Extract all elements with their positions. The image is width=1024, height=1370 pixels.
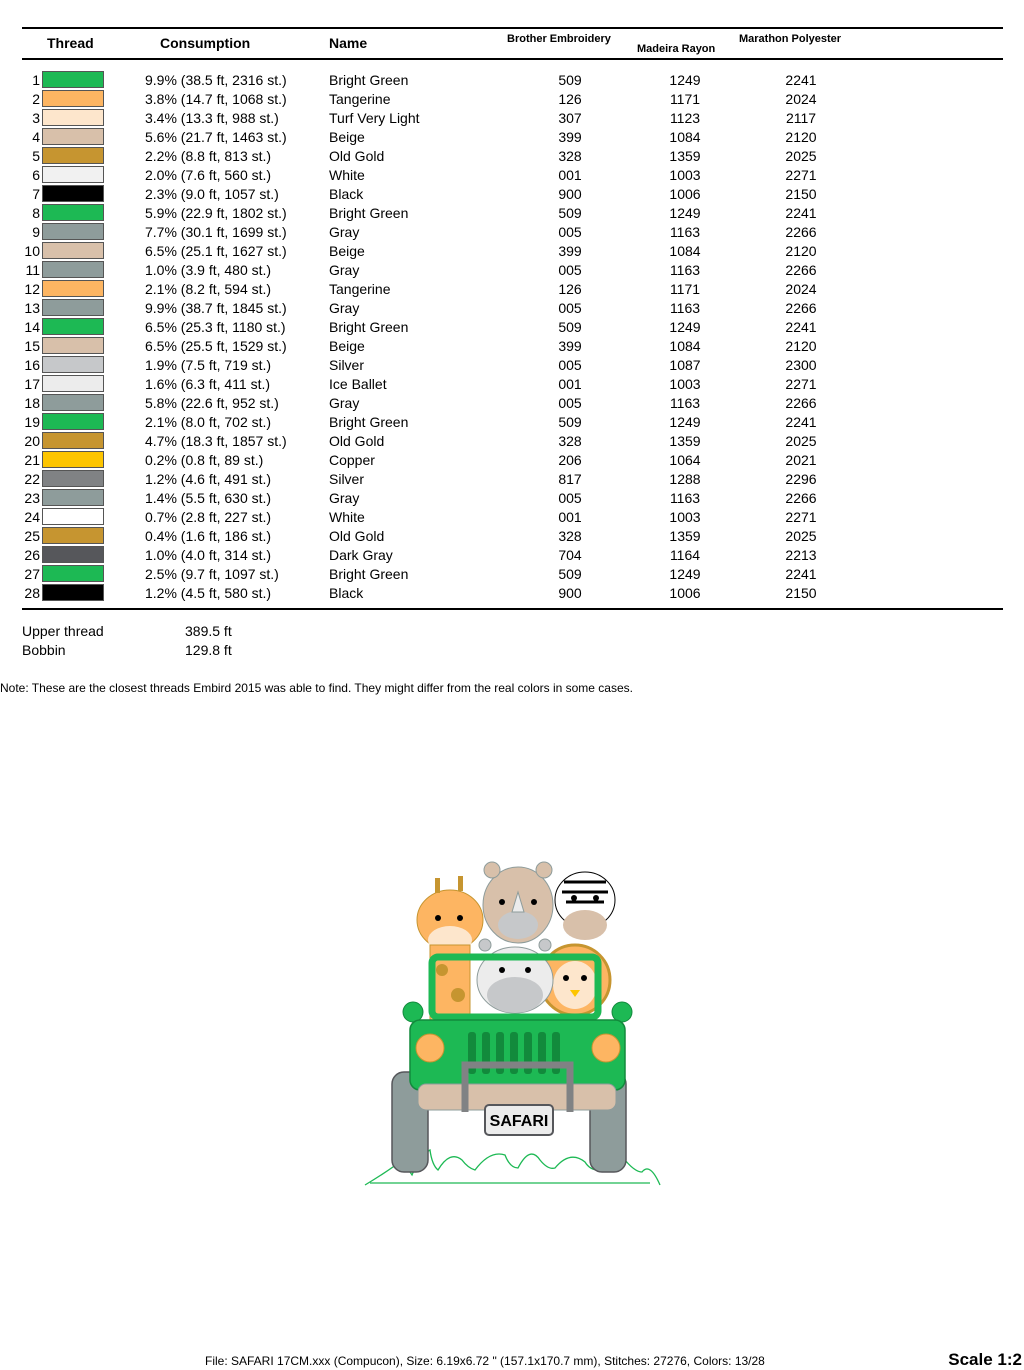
color-swatch: [42, 527, 104, 544]
thread-number: 4: [32, 129, 40, 145]
thread-consumption: 5.8% (22.6 ft, 952 st.): [145, 395, 279, 411]
thread-row: [0, 583, 1024, 602]
madeira-code: 1163: [669, 300, 701, 316]
header-consumption: Consumption: [160, 35, 251, 51]
marathon-code: 2266: [785, 224, 817, 240]
color-swatch: [42, 413, 104, 430]
marathon-code: 2021: [785, 452, 817, 468]
marathon-code: 2150: [785, 186, 817, 202]
color-swatch: [42, 147, 104, 164]
thread-number: 22: [24, 471, 40, 487]
color-swatch: [42, 166, 104, 183]
thread-consumption: 2.3% (9.0 ft, 1057 st.): [145, 186, 279, 202]
zebra-icon: [555, 872, 615, 940]
brother-code: 900: [558, 186, 582, 202]
thread-name: Gray: [329, 490, 360, 506]
marathon-code: 2266: [785, 300, 817, 316]
brother-code: 001: [558, 509, 582, 525]
color-swatch: [42, 261, 104, 278]
thread-number: 11: [25, 262, 40, 278]
thread-consumption: 2.1% (8.0 ft, 702 st.): [145, 414, 272, 430]
brother-code: 399: [558, 338, 582, 354]
thread-number: 13: [24, 300, 40, 316]
brother-code: 001: [558, 167, 582, 183]
madeira-code: 1163: [669, 395, 701, 411]
thread-row: [0, 279, 1024, 298]
marathon-code: 2300: [785, 357, 817, 373]
note-text: Note: These are the closest threads Embird 2015 was able to find. They might differ from the real colors in some cases.: [0, 681, 633, 695]
thread-row: [0, 355, 1024, 374]
color-swatch: [42, 375, 104, 392]
thread-name: Tangerine: [329, 281, 391, 297]
thread-name: Bright Green: [329, 414, 409, 430]
thread-consumption: 1.2% (4.6 ft, 491 st.): [145, 471, 272, 487]
thread-number: 14: [24, 319, 40, 335]
hippo-icon: [477, 939, 553, 1013]
thread-name: Bright Green: [329, 319, 409, 335]
madeira-code: 1163: [669, 224, 701, 240]
color-swatch: [42, 185, 104, 202]
marathon-code: 2241: [785, 72, 817, 88]
color-swatch: [42, 451, 104, 468]
top-rule: [22, 27, 1003, 29]
thread-row: [0, 450, 1024, 469]
thread-name: Beige: [329, 129, 365, 145]
madeira-code: 1359: [669, 148, 701, 164]
brother-code: 005: [558, 490, 582, 506]
thread-name: Turf Very Light: [329, 110, 420, 126]
thread-name: White: [329, 167, 365, 183]
thread-row: [0, 412, 1024, 431]
color-swatch: [42, 489, 104, 506]
thread-number: 26: [24, 547, 40, 563]
thread-table: [0, 70, 1024, 602]
marathon-code: 2024: [785, 91, 817, 107]
thread-name: Beige: [329, 338, 365, 354]
thread-name: Black: [329, 585, 364, 601]
thread-number: 18: [24, 395, 40, 411]
thread-consumption: 7.7% (30.1 ft, 1699 st.): [145, 224, 287, 240]
color-swatch: [42, 470, 104, 487]
madeira-code: 1163: [669, 490, 701, 506]
thread-number: 3: [32, 110, 40, 126]
brother-code: 900: [558, 585, 582, 601]
madeira-code: 1249: [669, 205, 701, 221]
marathon-code: 2266: [785, 490, 817, 506]
brother-code: 206: [558, 452, 582, 468]
brother-code: 005: [558, 224, 582, 240]
brother-code: 005: [558, 395, 582, 411]
thread-number: 21: [24, 452, 40, 468]
thread-row: [0, 317, 1024, 336]
left-headlight: [416, 1034, 444, 1062]
thread-consumption: 0.7% (2.8 ft, 227 st.): [145, 509, 272, 525]
marathon-code: 2271: [785, 509, 817, 525]
thread-consumption: 5.9% (22.9 ft, 1802 st.): [145, 205, 287, 221]
thread-row: [0, 507, 1024, 526]
thread-name: Tangerine: [329, 91, 391, 107]
thread-row: [0, 146, 1024, 165]
madeira-code: 1163: [669, 262, 701, 278]
thread-row: [0, 336, 1024, 355]
thread-consumption: 5.6% (21.7 ft, 1463 st.): [145, 129, 287, 145]
madeira-code: 1359: [669, 528, 701, 544]
brother-code: 328: [558, 433, 582, 449]
thread-number: 24: [24, 509, 40, 525]
thread-number: 8: [32, 205, 40, 221]
marathon-code: 2241: [785, 566, 817, 582]
thread-consumption: 6.5% (25.3 ft, 1180 st.): [145, 319, 286, 335]
madeira-code: 1087: [669, 357, 701, 373]
thread-name: Gray: [329, 300, 360, 316]
thread-consumption: 9.9% (38.5 ft, 2316 st.): [145, 72, 287, 88]
color-swatch: [42, 356, 104, 373]
marathon-code: 2241: [785, 205, 817, 221]
thread-consumption: 2.0% (7.6 ft, 560 st.): [145, 167, 272, 183]
thread-name: Dark Gray: [329, 547, 393, 563]
brother-code: 509: [558, 205, 582, 221]
thread-row: [0, 298, 1024, 317]
brother-code: 005: [558, 357, 582, 373]
color-swatch: [42, 223, 104, 240]
madeira-code: 1171: [669, 281, 701, 297]
color-swatch: [42, 109, 104, 126]
thread-number: 10: [24, 243, 40, 259]
thread-row: [0, 393, 1024, 412]
color-swatch: [42, 90, 104, 107]
thread-name: Black: [329, 186, 364, 202]
file-info: File: SAFARI 17CM.xxx (Compucon), Size: 6.19x6.72 " (157.1x170.7 mm), Stitches: 27276, Colors: 13/28: [205, 1354, 765, 1368]
madeira-code: 1288: [669, 471, 701, 487]
thread-row: [0, 184, 1024, 203]
brother-code: 399: [558, 129, 582, 145]
thread-row: [0, 469, 1024, 488]
thread-consumption: 0.4% (1.6 ft, 186 st.): [145, 528, 272, 544]
thread-name: Silver: [329, 357, 365, 373]
thread-name: Old Gold: [329, 528, 385, 544]
design-preview: [350, 850, 680, 1200]
madeira-code: 1249: [669, 72, 701, 88]
marathon-code: 2271: [785, 167, 817, 183]
header-brother: Brother Embroidery: [507, 33, 611, 45]
brother-code: 126: [558, 91, 582, 107]
madeira-code: 1359: [669, 433, 701, 449]
thread-number: 23: [24, 490, 40, 506]
marathon-code: 2120: [785, 338, 817, 354]
thread-number: 19: [24, 414, 40, 430]
thread-number: 16: [24, 357, 40, 373]
header-madeira: Madeira Rayon: [637, 43, 716, 55]
thread-row: [0, 203, 1024, 222]
madeira-code: 1249: [669, 414, 701, 430]
color-swatch: [42, 128, 104, 145]
thread-name: Old Gold: [329, 148, 385, 164]
brother-code: 328: [558, 148, 582, 164]
thread-name: Gray: [329, 224, 360, 240]
thread-consumption: 3.8% (14.7 ft, 1068 st.): [145, 91, 287, 107]
thread-name: Beige: [329, 243, 365, 259]
thread-row: [0, 241, 1024, 260]
thread-row: [0, 545, 1024, 564]
marathon-code: 2266: [785, 395, 817, 411]
thread-name: Gray: [329, 395, 360, 411]
brother-code: 509: [558, 72, 582, 88]
color-swatch: [42, 508, 104, 525]
thread-name: Ice Ballet: [329, 376, 387, 392]
madeira-code: 1084: [669, 129, 701, 145]
thread-number: 1: [32, 72, 40, 88]
thread-row: [0, 374, 1024, 393]
thread-name: Gray: [329, 262, 360, 278]
thread-number: 2: [32, 91, 40, 107]
color-swatch: [42, 71, 104, 88]
thread-name: Bright Green: [329, 205, 409, 221]
madeira-code: 1249: [669, 566, 701, 582]
brother-code: 005: [558, 262, 582, 278]
header-name: Name: [329, 35, 368, 51]
brother-code: 328: [558, 528, 582, 544]
brother-code: 704: [558, 547, 582, 563]
madeira-code: 1164: [669, 547, 701, 563]
marathon-code: 2120: [785, 243, 817, 259]
thread-number: 17: [24, 376, 40, 392]
thread-consumption: 1.6% (6.3 ft, 411 st.): [145, 376, 271, 392]
color-swatch: [42, 565, 104, 582]
header-marathon: Marathon Polyester: [739, 33, 842, 45]
thread-number: 7: [32, 186, 40, 202]
brother-code: 307: [558, 110, 582, 126]
thread-row: [0, 89, 1024, 108]
thread-row: [0, 431, 1024, 450]
thread-consumption: 6.5% (25.5 ft, 1529 st.): [145, 338, 287, 354]
thread-name: Silver: [329, 471, 365, 487]
marathon-code: 2117: [785, 110, 817, 126]
thread-consumption: 4.7% (18.3 ft, 1857 st.): [145, 433, 287, 449]
right-headlight: [592, 1034, 620, 1062]
thread-row: [0, 488, 1024, 507]
madeira-code: 1249: [669, 319, 701, 335]
brother-code: 509: [558, 319, 582, 335]
upper-thread-label: Upper thread: [22, 623, 104, 639]
marathon-code: 2025: [785, 433, 817, 449]
thread-name: Bright Green: [329, 72, 409, 88]
license-plate-text: SAFARI: [489, 1113, 549, 1130]
thread-row: [0, 222, 1024, 241]
brother-code: 005: [558, 300, 582, 316]
right-mirror: [612, 1002, 632, 1022]
left-mirror: [403, 1002, 423, 1022]
thread-number: 6: [32, 167, 40, 183]
thread-row: [0, 165, 1024, 184]
thread-name: Bright Green: [329, 566, 409, 582]
marathon-code: 2241: [785, 319, 817, 335]
thread-name: Old Gold: [329, 433, 385, 449]
color-swatch: [42, 299, 104, 316]
thread-row: [0, 260, 1024, 279]
marathon-code: 2150: [785, 585, 817, 601]
marathon-code: 2024: [785, 281, 817, 297]
color-swatch: [42, 242, 104, 259]
brother-code: 817: [558, 471, 582, 487]
madeira-code: 1003: [669, 376, 701, 392]
brother-code: 126: [558, 281, 582, 297]
thread-consumption: 9.9% (38.7 ft, 1845 st.): [145, 300, 287, 316]
bobbin-value: 129.8 ft: [185, 642, 232, 658]
thread-consumption: 1.0% (4.0 ft, 314 st.): [145, 547, 272, 563]
table-bottom-rule: [22, 608, 1003, 610]
brother-code: 509: [558, 414, 582, 430]
marathon-code: 2241: [785, 414, 817, 430]
thread-consumption: 6.5% (25.1 ft, 1627 st.): [145, 243, 287, 259]
madeira-code: 1123: [669, 110, 701, 126]
thread-number: 28: [24, 585, 40, 601]
brother-code: 509: [558, 566, 582, 582]
giraffe-icon: [417, 876, 483, 1025]
color-swatch: [42, 337, 104, 354]
madeira-code: 1006: [669, 186, 701, 202]
color-swatch: [42, 394, 104, 411]
thread-row: [0, 70, 1024, 89]
madeira-code: 1084: [669, 338, 701, 354]
bobbin-label: Bobbin: [22, 642, 66, 658]
thread-row: [0, 526, 1024, 545]
color-swatch: [42, 318, 104, 335]
thread-consumption: 3.4% (13.3 ft, 988 st.): [145, 110, 279, 126]
brother-code: 399: [558, 243, 582, 259]
marathon-code: 2296: [785, 471, 817, 487]
thread-number: 27: [24, 566, 40, 582]
thread-consumption: 1.2% (4.5 ft, 580 st.): [145, 585, 272, 601]
thread-consumption: 1.4% (5.5 ft, 630 st.): [145, 490, 272, 506]
color-swatch: [42, 432, 104, 449]
marathon-code: 2025: [785, 148, 817, 164]
thread-number: 15: [24, 338, 40, 354]
thread-consumption: 0.2% (0.8 ft, 89 st.): [145, 452, 264, 468]
thread-number: 20: [24, 433, 40, 449]
thread-consumption: 1.9% (7.5 ft, 719 st.): [145, 357, 272, 373]
thread-row: [0, 127, 1024, 146]
madeira-code: 1064: [669, 452, 701, 468]
color-swatch: [42, 546, 104, 563]
rhino-icon: [483, 862, 553, 943]
madeira-code: 1171: [669, 91, 701, 107]
thread-consumption: 2.1% (8.2 ft, 594 st.): [145, 281, 272, 297]
thread-name: White: [329, 509, 365, 525]
scale-label: Scale 1:2: [948, 1350, 1022, 1369]
thread-number: 25: [24, 528, 40, 544]
thread-consumption: 2.2% (8.8 ft, 813 st.): [145, 148, 272, 164]
brother-code: 001: [558, 376, 582, 392]
header-rule: [22, 58, 1003, 60]
thread-row: [0, 564, 1024, 583]
marathon-code: 2025: [785, 528, 817, 544]
color-swatch: [42, 280, 104, 297]
thread-consumption: 1.0% (3.9 ft, 480 st.): [145, 262, 272, 278]
madeira-code: 1084: [669, 243, 701, 259]
thread-row: [0, 108, 1024, 127]
marathon-code: 2213: [785, 547, 817, 563]
header-thread: Thread: [47, 35, 94, 51]
marathon-code: 2271: [785, 376, 817, 392]
marathon-code: 2266: [785, 262, 817, 278]
upper-thread-value: 389.5 ft: [185, 623, 232, 639]
marathon-code: 2120: [785, 129, 817, 145]
thread-number: 5: [32, 148, 40, 164]
color-swatch: [42, 204, 104, 221]
thread-name: Copper: [329, 452, 375, 468]
thread-number: 9: [32, 224, 40, 240]
thread-number: 12: [24, 281, 40, 297]
color-swatch: [42, 584, 104, 601]
thread-consumption: 2.5% (9.7 ft, 1097 st.): [145, 566, 279, 582]
madeira-code: 1003: [669, 509, 701, 525]
madeira-code: 1006: [669, 585, 701, 601]
madeira-code: 1003: [669, 167, 701, 183]
